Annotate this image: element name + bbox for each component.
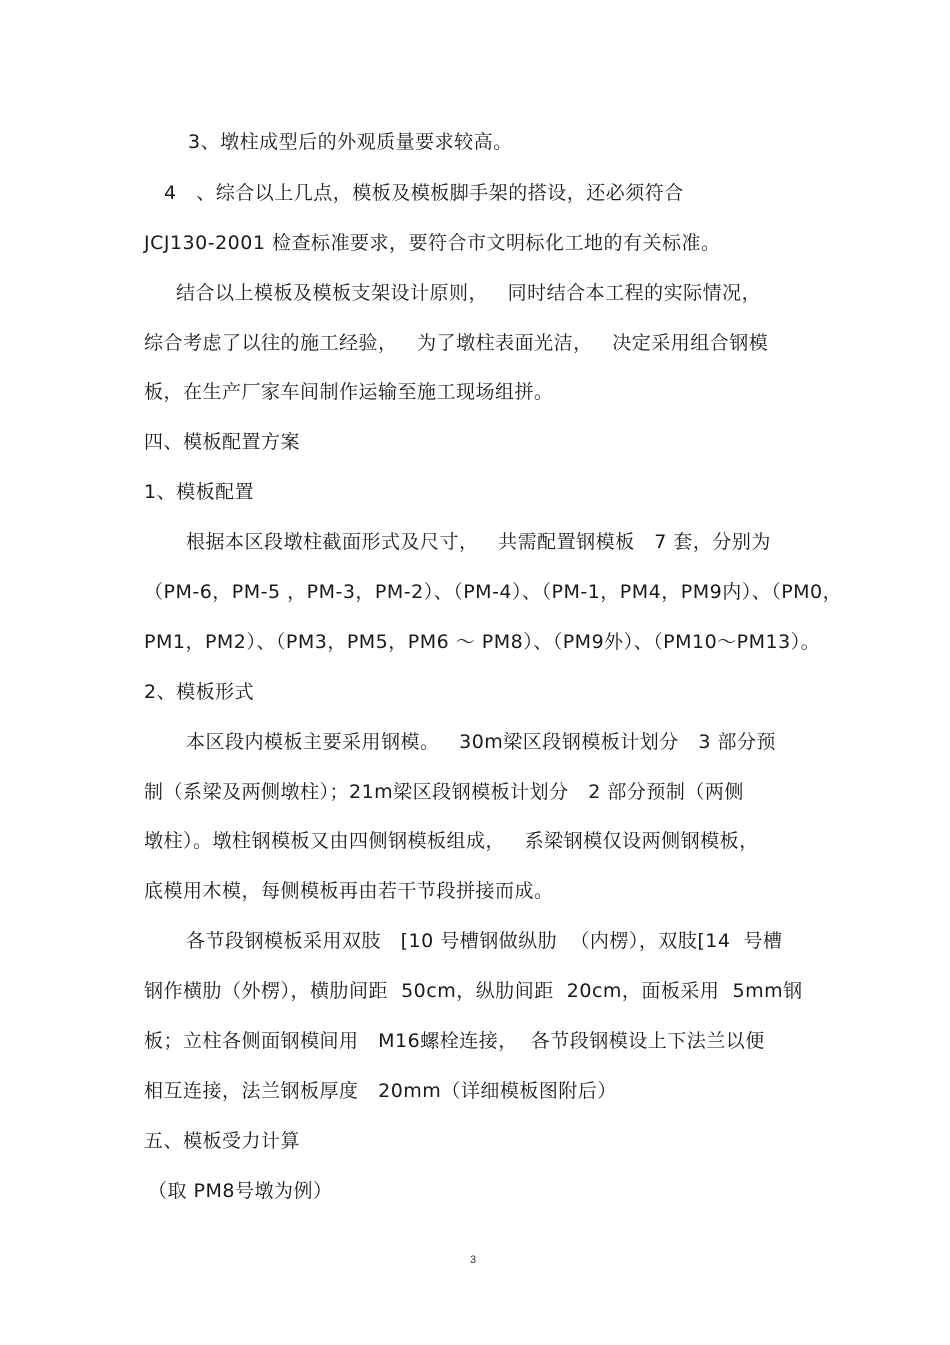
text-line: 4 、综合以上几点，模板及模板脚手架的搭设，还必须符合	[164, 182, 684, 204]
text-line: 钢作横肋（外楞），横肋间距 50cm，纵肋间距 20cm，面板采用 5mm钢	[144, 980, 803, 1002]
section-heading: 五、模板受力计算	[144, 1130, 301, 1152]
page-number: 3	[470, 1254, 477, 1266]
text-line: 3、墩柱成型后的外观质量要求较高。	[188, 131, 513, 153]
text-line: 底模用木模，每侧模板再由若干节段拼接而成。	[144, 880, 554, 902]
text-line: 相互连接，法兰钢板厚度 20mm（详细模板图附后）	[144, 1080, 617, 1102]
subsection-heading: 1、模板配置	[144, 481, 255, 503]
text-line: 墩柱）。墩柱钢模板又由四侧钢模板组成， 系梁钢模仅设两侧钢模板，	[144, 830, 759, 852]
text-line: PM1，PM2）、（PM3，PM5，PM6 ～ PM8）、（PM9外）、（PM10～PM13）。	[144, 631, 821, 653]
text-line: 各节段钢模板采用双肢 [10 号槽钢做纵肋 （内楞），双肢[14 号槽	[186, 930, 783, 952]
subsection-heading: 2、模板形式	[144, 681, 255, 703]
text-line: 板，在生产厂家车间制作运输至施工现场组拼。	[144, 381, 554, 403]
text-line: 本区段内模板主要采用钢模。 30m梁区段钢模板计划分 3 部分预	[186, 731, 777, 753]
text-line: 根据本区段墩柱截面形式及尺寸， 共需配置钢模板 7 套，分别为	[186, 531, 771, 553]
text-line: 制（系梁及两侧墩柱）；21m梁区段钢模板计划分 2 部分预制（两侧	[144, 781, 744, 803]
text-line: JCJ130-2001 检查标准要求，要符合市文明标化工地的有关标准。	[144, 232, 721, 254]
text-line: （PM-6，PM-5 ，PM-3，PM-2）、（PM-4）、（PM-1，PM4，PM9内）、（PM0，	[144, 581, 843, 603]
text-line: 综合考虑了以往的施工经验， 为了墩柱表面光洁， 决定采用组合钢模	[144, 332, 769, 354]
text-line: 结合以上模板及模板支架设计原则， 同时结合本工程的实际情况，	[176, 282, 762, 304]
section-heading: 四、模板配置方案	[144, 431, 301, 453]
text-line: 板；立柱各侧面钢模间用 M16螺栓连接， 各节段钢模设上下法兰以便	[144, 1030, 765, 1052]
text-line: （取 PM8号墩为例）	[148, 1180, 333, 1202]
